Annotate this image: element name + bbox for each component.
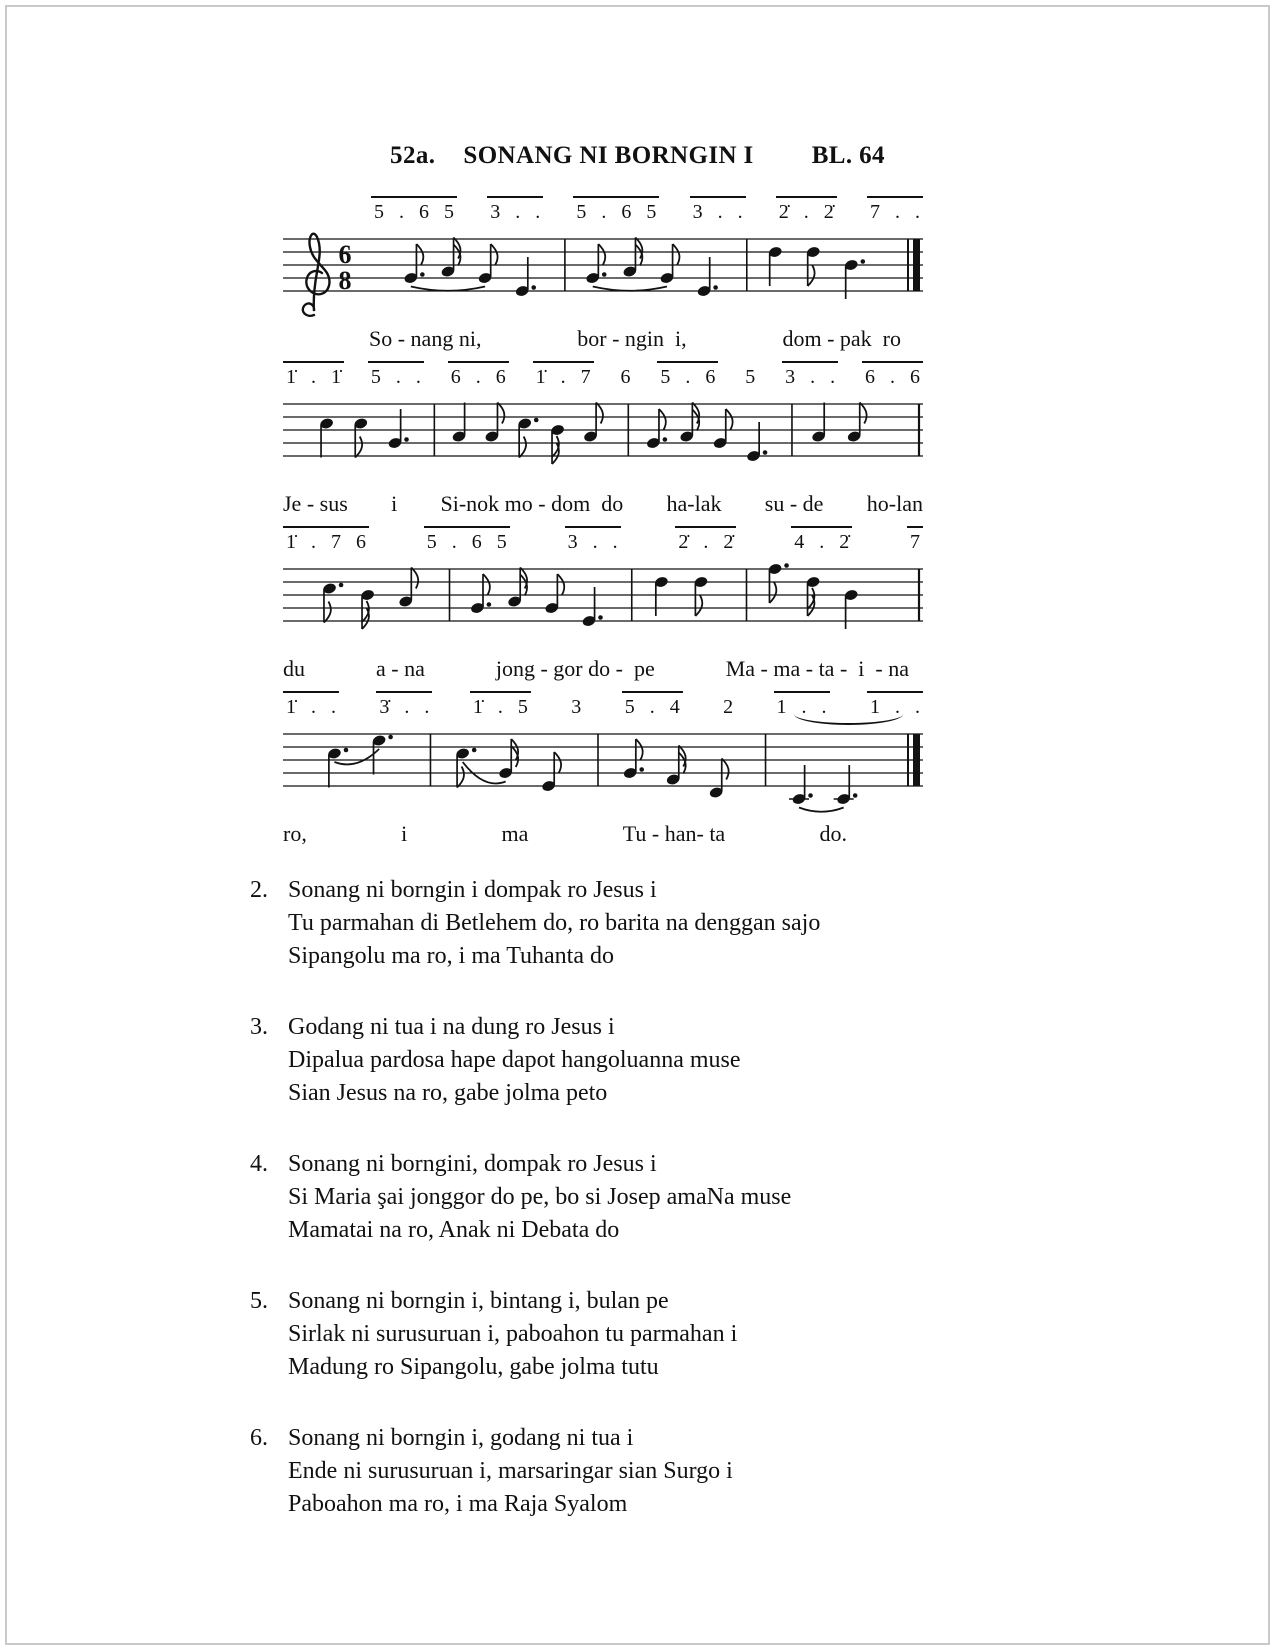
lyrics-row <box>283 656 923 683</box>
verse <box>250 1011 1275 1110</box>
lyrics-row <box>283 491 923 518</box>
cipher-group: 1̇ . 7 <box>533 361 594 390</box>
music-system <box>283 194 923 353</box>
verse-line: Godang ni tua i na dung ro Jesus i <box>288 1014 615 1040</box>
verse-text <box>288 1422 733 1521</box>
verse-line: Ende ni surusuruan i, marsaringar sian Surgo i <box>288 1458 733 1484</box>
note <box>440 238 460 278</box>
cipher-group: 3 . . <box>487 196 543 225</box>
music-systems <box>283 194 923 848</box>
verse-line: Sonang ni borngin i, bintang i, bulan pe <box>288 1288 669 1314</box>
cipher-group: 7 <box>907 526 923 555</box>
svg-text:8: 8 <box>338 266 352 295</box>
cipher-group: 1̇ . . <box>283 691 339 720</box>
lyric-syllable: a - na <box>376 656 425 681</box>
note <box>451 403 466 443</box>
lyric-syllable: do. <box>819 821 847 846</box>
note <box>847 403 867 443</box>
hymn-reference: BL. 64 <box>811 142 885 169</box>
cipher-group: 2̇ . 2̇ <box>675 526 736 555</box>
verse <box>250 1285 1275 1384</box>
verse-line: Mamatai na ro, Anak ni Debata do <box>288 1217 620 1243</box>
cipher-group: 3̇ . . <box>376 691 432 720</box>
cipher-group: 6 . 6 <box>862 361 923 390</box>
verse <box>250 1422 1275 1521</box>
verse-number: 6. <box>250 1425 268 1451</box>
note <box>550 424 565 464</box>
slur <box>799 808 844 812</box>
cipher-group: 6 <box>620 366 631 388</box>
cipher-group: 5 . 4 <box>622 691 683 720</box>
note <box>622 238 642 278</box>
verse <box>250 874 1275 973</box>
cipher-row <box>283 524 923 555</box>
verse-number: 2. <box>250 877 268 903</box>
final-barline <box>913 734 920 786</box>
cipher-group: 4 . 2̇ <box>791 526 852 555</box>
lyric-syllable: i <box>401 821 408 846</box>
music-staff <box>283 555 923 655</box>
verse-line: Madung ro Sipangolu, gabe jolma tutu <box>288 1354 659 1380</box>
cipher-group: 5 . 6 5 <box>573 196 659 225</box>
note <box>789 765 813 805</box>
hymn-title-row <box>0 142 1275 170</box>
slur <box>411 287 485 291</box>
note <box>666 746 686 786</box>
verse-line: Sirlak ni surusuruan i, paboahon tu parmahan i <box>288 1321 738 1347</box>
lyric-syllable: So - nang ni, <box>369 326 482 351</box>
cipher-group: 5 . 6 <box>657 361 718 390</box>
cipher-group: 1 . . <box>867 691 923 720</box>
note <box>583 403 603 443</box>
cipher-group: 3 . . <box>565 526 621 555</box>
note <box>806 576 821 616</box>
note <box>768 246 783 286</box>
cipher-group: 7 . . <box>867 196 923 225</box>
lyrics-row <box>283 326 923 353</box>
cipher-group: 5 . 6 5 <box>424 526 510 555</box>
music-system <box>283 689 923 848</box>
verse-number: 5. <box>250 1288 268 1314</box>
cipher-group: 1 . . <box>774 691 830 720</box>
time-signature <box>339 240 352 295</box>
lyric-syllable: Si-nok mo - dom do <box>440 491 624 516</box>
verse-line: Sonang ni borngini, dompak ro Jesus i <box>288 1151 657 1177</box>
cipher-row <box>283 194 923 225</box>
note <box>693 576 708 616</box>
verse-line: Sonang ni borngin i dompak ro Jesus i <box>288 877 657 903</box>
lyric-syllable: bor - ngin i, <box>577 326 687 351</box>
lyric-syllable: Ma - ma - ta - i - na <box>725 656 909 681</box>
note <box>679 403 699 443</box>
note <box>319 417 334 457</box>
music-system <box>283 359 923 518</box>
note <box>455 747 476 787</box>
note <box>507 568 527 608</box>
cipher-group: 2 <box>723 696 734 718</box>
note <box>811 403 826 443</box>
note <box>709 759 729 799</box>
verse-line: Si Maria şai jonggor do pe, bo si Josep amaNa muse <box>288 1184 792 1210</box>
lyric-syllable: ho-lan <box>866 491 923 516</box>
lyric-syllable: su - de <box>764 491 824 516</box>
verse-text <box>288 1148 791 1247</box>
cipher-group: 3 . . <box>690 196 746 225</box>
hymn-number: 52a. <box>390 142 436 169</box>
verse-line: Tu parmahan di Betlehem do, ro barita na denggan sajo <box>288 910 821 936</box>
lyric-syllable: ha-lak <box>666 491 722 516</box>
verse-text <box>288 874 820 973</box>
verse-line: Sonang ni borngin i, godang ni tua i <box>288 1425 634 1451</box>
verses <box>250 874 1275 1521</box>
page-title: SONANG NI BORNGIN I <box>463 142 754 169</box>
note <box>806 246 821 286</box>
treble-clef-icon <box>303 234 330 316</box>
note <box>360 589 375 629</box>
verse-line: Paboahon ma ro, i ma Raja Syalom <box>288 1491 628 1517</box>
verse-text <box>288 1011 741 1110</box>
music-staff <box>283 225 923 325</box>
lyric-syllable: jong - gor do - pe <box>495 656 655 681</box>
lyric-syllable: i <box>391 491 398 516</box>
lyric-syllable: ma <box>501 821 529 846</box>
note <box>327 747 348 787</box>
cipher-group: 3 <box>571 696 582 718</box>
cipher-group: 5 . . <box>368 361 424 390</box>
note <box>844 589 859 629</box>
note <box>372 734 393 774</box>
lyric-syllable: du <box>283 656 305 681</box>
svg-text:6: 6 <box>338 240 352 269</box>
lyric-syllable: Je - sus <box>283 491 348 516</box>
slur <box>334 749 379 764</box>
cipher-row <box>283 689 923 720</box>
cipher-group: 6 . 6 <box>448 361 509 390</box>
lyric-syllable: ro, <box>283 821 307 846</box>
verse-text <box>288 1285 737 1384</box>
cipher-row <box>283 359 923 390</box>
note <box>654 576 669 616</box>
lyric-syllable: dom - pak ro <box>782 326 901 351</box>
note <box>322 582 343 622</box>
verse-line: Sipangolu ma ro, i ma Tuhanta do <box>288 943 614 969</box>
cipher-group: 5 <box>745 366 756 388</box>
cipher-group: 1̇ . 5 <box>470 691 531 720</box>
cipher-group: 1̇ . 7 6 <box>283 526 369 555</box>
cipher-group: 3 . . <box>782 361 838 390</box>
cipher-group: 2̇ . 2̇ <box>776 196 837 225</box>
note <box>834 765 858 805</box>
cipher-group: 1̇ . 1̇ <box>283 361 344 390</box>
note <box>398 568 418 608</box>
cipher-group: 5 . 6 5 <box>371 196 457 225</box>
slur <box>593 287 667 291</box>
music-staff <box>283 390 923 490</box>
verse-number: 4. <box>250 1151 268 1177</box>
verse-line: Sian Jesus na ro, gabe jolma peto <box>288 1080 608 1106</box>
note <box>517 417 538 457</box>
music-staff <box>283 720 923 820</box>
verse-number: 3. <box>250 1014 268 1040</box>
lyrics-row <box>283 821 923 848</box>
verse <box>250 1148 1275 1247</box>
note <box>353 417 368 457</box>
verse-line: Dipalua pardosa hape dapot hangoluanna muse <box>288 1047 741 1073</box>
music-system <box>283 524 923 683</box>
final-barline <box>913 239 920 291</box>
note <box>484 403 504 443</box>
lyric-syllable: Tu - han- ta <box>622 821 726 846</box>
